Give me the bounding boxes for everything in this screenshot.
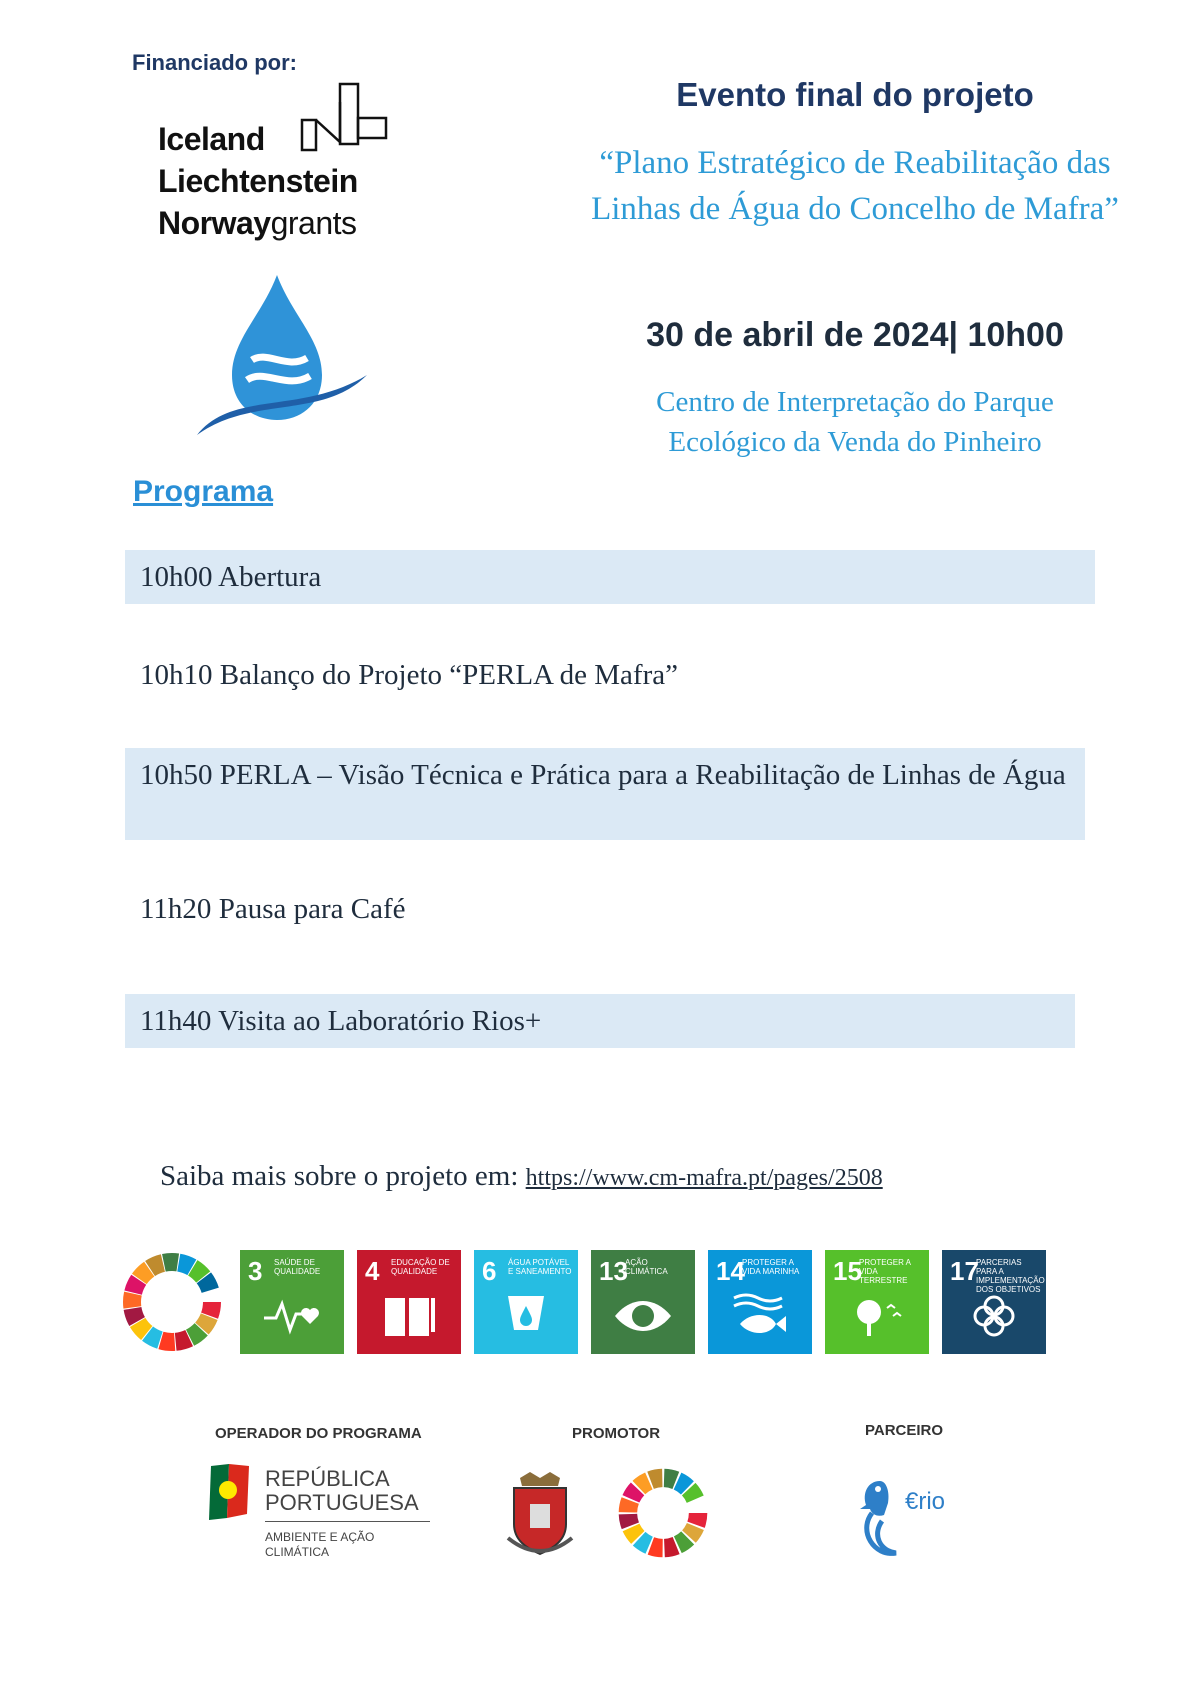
agenda-item — [125, 994, 1075, 1048]
sdg-tile — [474, 1250, 578, 1354]
agenda-text: Abertura — [218, 561, 322, 593]
promoter-sdg-wheel-icon — [615, 1465, 711, 1561]
sdg-number: 6 — [482, 1256, 497, 1286]
program-heading: Programa — [133, 475, 274, 508]
sdg-label: AÇÃO CLIMÁTICA — [625, 1258, 668, 1276]
sdg-label: EDUCAÇÃO DE QUALIDADE — [391, 1258, 450, 1276]
sdg-tile — [942, 1250, 1046, 1354]
sdg-number: 14 — [716, 1256, 745, 1286]
sdg-label: SAÚDE DE QUALIDADE — [274, 1258, 321, 1276]
tree-icon — [847, 1290, 907, 1340]
donor-norway: Norway — [158, 205, 271, 241]
sdg-number: 15 — [833, 1256, 862, 1286]
sdg-tile — [825, 1250, 929, 1354]
water-drop-logo-icon — [192, 270, 372, 442]
funded-by-label: Financiado por: — [132, 50, 297, 75]
project-link[interactable]: https://www.cm-mafra.pt/pages/2508 — [525, 1165, 883, 1191]
water-drop-icon — [496, 1290, 556, 1340]
sdg-wheel-icon — [120, 1250, 224, 1354]
event-subtitle: “Plano Estratégico de Reabilitação das Linhas de Água do Concelho de Mafra” — [591, 145, 1119, 227]
agenda-time: 10h00 — [140, 561, 213, 593]
donor-iceland: Iceland — [158, 121, 265, 157]
sdg-label: ÁGUA POTÁVEL E SANEAMENTO — [508, 1258, 572, 1276]
event-title: Evento final do projeto — [676, 76, 1034, 113]
fish-icon — [730, 1290, 790, 1340]
sdg-tile — [357, 1250, 461, 1354]
partner-logo-text: €rio — [905, 1488, 946, 1515]
partner-label: PARCEIRO — [865, 1422, 944, 1439]
agenda-text: Pausa para Café — [218, 893, 406, 925]
mafra-crest-icon — [500, 1468, 580, 1560]
eye-globe-icon — [613, 1290, 673, 1340]
agenda-text: Balanço do Projeto “PERLA de Mafra” — [219, 659, 678, 691]
heartbeat-icon — [262, 1290, 322, 1340]
flower-icon — [964, 1290, 1024, 1340]
republic-line2: PORTUGUESA — [265, 1490, 419, 1515]
event-place: Centro de Interpretação do Parque Ecológico da Venda do Pinheiro — [656, 386, 1054, 458]
event-date: 30 de abril de 2024| 10h00 — [646, 316, 1064, 354]
sdg-tile — [708, 1250, 812, 1354]
eea-grants-icon — [300, 82, 392, 152]
agenda-item — [125, 550, 1095, 604]
agenda-time: 11h40 — [140, 1005, 212, 1037]
republic-line1: REPÚBLICA — [265, 1466, 390, 1491]
ministry-label: AMBIENTE E AÇÃO CLIMÁTICA — [265, 1530, 375, 1559]
sdg-label: PROTEGER A VIDA MARINHA — [742, 1258, 800, 1276]
sdg-number: 4 — [365, 1256, 380, 1286]
sdg-label: PROTEGER A VIDA TERRESTRE — [859, 1258, 911, 1285]
agenda-item — [125, 748, 1085, 840]
sdg-number: 13 — [599, 1256, 628, 1286]
donor-liechtenstein: Liechtenstein — [158, 163, 358, 199]
sdg-label: PARCERIAS PARA A IMPLEMENTAÇÃO DOS OBJETIVOS — [976, 1258, 1045, 1294]
agenda-item — [125, 648, 1095, 702]
operator-label: OPERADOR DO PROGRAMA — [215, 1425, 422, 1442]
grants-label: grants — [270, 205, 357, 241]
sdg-number: 3 — [248, 1256, 263, 1286]
sdg-tile — [591, 1250, 695, 1354]
agenda-item — [125, 882, 1095, 936]
sdg-number: 17 — [950, 1256, 979, 1286]
agenda-time: 11h20 — [140, 893, 212, 925]
agenda-text: Visita ao Laboratório Rios+ — [218, 1005, 542, 1037]
sdg-tile — [240, 1250, 344, 1354]
more-info — [160, 1160, 883, 1193]
agenda-time: 10h10 — [140, 659, 213, 691]
book-icon — [379, 1290, 439, 1340]
agenda-text: PERLA – Visão Técnica e Prática para a Reabilitação de Linhas de Água — [219, 759, 1066, 791]
portugal-flag-icon — [205, 1462, 253, 1522]
more-info-label: Saiba mais sobre o projeto em: — [160, 1160, 519, 1192]
promoter-label: PROMOTOR — [572, 1425, 661, 1442]
republica-portuguesa-logo — [265, 1467, 430, 1560]
agenda-time: 10h50 — [140, 759, 213, 791]
